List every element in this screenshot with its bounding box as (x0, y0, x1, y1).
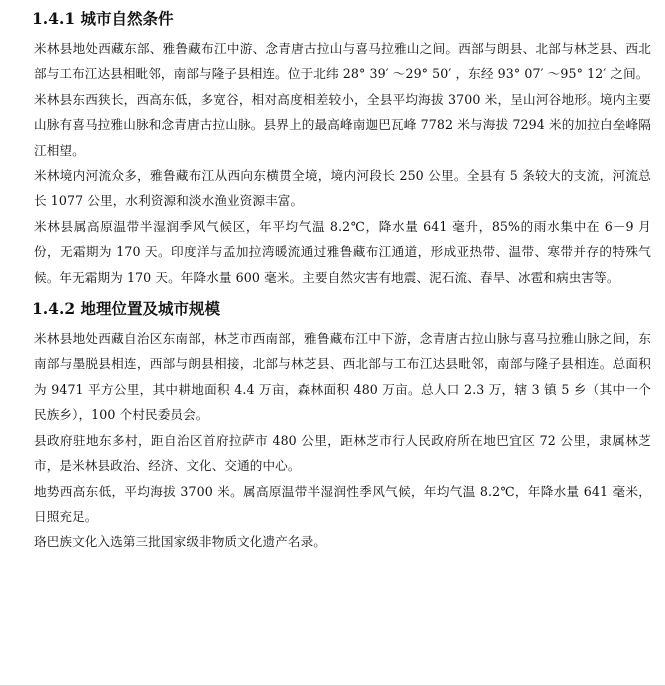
paragraph-elevation-climate: 地势西高东低，平均海拔 3700 米。属高原温带半湿润性季风气候，年均气温 8.2℃，年降水量 641 毫米，日照充足。 (34, 483, 651, 524)
section-heading-geography-scale: 1.4.2 地理位置及城市规模 (32, 299, 221, 319)
paragraph-geography: 米林县地处西藏自治区东南部，林芝市西南部，雅鲁藏布江中下游，念青唐古拉山脉与喜马拉雅山脉之间，东南部与墨脱县相连，西部与朗县相接，北部与林芝县、西北部与工布江达县毗邻，南部与隆子县相连。总面积为 9471 平方公里，其中耕地面积 4.4 万亩，森林面积 480 万亩。总人口 2.3 万，辖 3 镇 5 乡（其中一个民族乡），100 个村民委员会。 (34, 331, 651, 423)
paragraph-government-seat: 县政府驻地东多村，距自治区首府拉萨市 480 公里，距林芝市行人民政府所在地巴宜区 72 公里，隶属林芝市，是米林县政治、经济、文化、交通的中心。 (34, 432, 651, 474)
section-heading-natural-conditions: 1.4.1 城市自然条件 (32, 9, 174, 28)
paragraph-climate: 米林县属高原温带半湿润季风气候区，年平均气温 8.2℃，降水量 641 毫升，85%的雨水集中在 6－9 月份，无霜期为 170 天。印度洋与孟加拉湾暖流通过雅鲁藏布江通道，形成亚热带、温带、寒带并存的特殊气候。年无霜期为 170 天。年降水量 600 毫米。主要自然灾害有地震、泥石流、春旱、冰雹和病虫害等。 (34, 218, 651, 285)
paragraph-heritage: 珞巴族文化入选第三批国家级非物质文化遗产名录。 (34, 534, 326, 550)
paragraph-rivers: 米林境内河流众多，雅鲁藏布江从西向东横贯全境，境内河段长 250 公里。全县有 5 条较大的支流，河流总长 1077 公里，水利资源和淡水渔业资源丰富。 (34, 168, 651, 209)
paragraph-location: 米林县地处西藏东部、雅鲁藏布江中游、念青唐古拉山与喜马拉雅山之间。西部与朗县、北部与林芝县、西北部与工布江达县相毗邻，南部与隆子县相连。位于北纬 28° 39′ ～29° 50′ ，东经 93° 07′ ～95° 12′ 之间。 (34, 41, 651, 82)
paragraph-terrain: 米林县东西狭长，西高东低，多宽谷，相对高度相差较小，全县平均海拔 3700 米，呈山河谷地形。境内主要山脉有喜马拉雅山脉和念青唐古拉山脉。县界上的最高峰南迦巴瓦峰 7782 米与海拔 7294 米的加拉白垒峰隔江相望。 (34, 91, 651, 158)
